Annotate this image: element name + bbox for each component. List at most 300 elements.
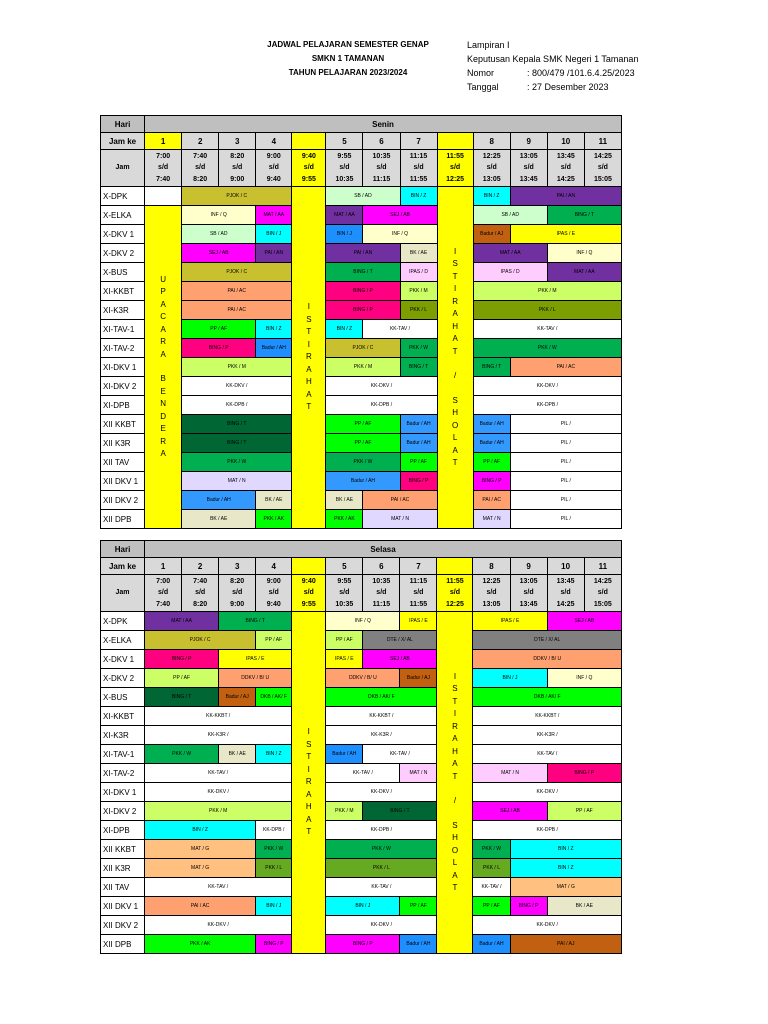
lesson-cell: BIN / Z	[510, 859, 621, 878]
lesson-cell: PP / AF	[473, 453, 510, 472]
time-end: 9:40	[266, 600, 281, 608]
time-slot	[145, 575, 182, 612]
vertical-letter: S	[452, 395, 458, 405]
time-slot	[437, 575, 473, 612]
time-end: 15:05	[593, 600, 612, 608]
time-end: 9:00	[230, 175, 245, 183]
nomor-value: : 800/479 /101.6.4.25/2023	[527, 68, 635, 78]
class-name: XI-DKV 2	[101, 377, 145, 396]
time-sd: s/d	[560, 164, 571, 172]
lesson-cell: KK-TAV /	[363, 745, 437, 764]
lesson-cell: IPAS / E	[400, 612, 437, 631]
class-name: XI-TAV-2	[101, 339, 145, 358]
time-start: 9:40	[301, 577, 316, 585]
lesson-cell: IPAS / E	[510, 225, 621, 244]
time-sd: s/d	[268, 589, 279, 597]
lesson-cell: BING / P	[326, 282, 400, 301]
time-start: 13:05	[519, 577, 538, 585]
lesson-cell: INF / Q	[363, 225, 437, 244]
time-slot	[473, 575, 510, 612]
lesson-cell: PP / AF	[256, 631, 292, 650]
lesson-cell: DDKV / B/ U	[326, 669, 400, 688]
lesson-cell: PIL /	[510, 434, 621, 453]
lesson-cell: KK-DKV /	[145, 916, 292, 935]
lesson-cell: Badur / AH	[473, 434, 510, 453]
time-slot	[363, 575, 400, 612]
time-start: 10:35	[372, 152, 391, 160]
jam-number: 10	[547, 558, 584, 575]
nomor-label: Nomor	[467, 68, 495, 78]
vertical-letter: P	[160, 287, 166, 296]
jam-number: 9	[510, 558, 547, 575]
vertical-letter: H	[305, 802, 312, 812]
vertical-letter: N	[160, 399, 166, 408]
time-slot	[219, 150, 256, 187]
vertical-letter: A	[306, 389, 312, 399]
lesson-cell: PJOK / C	[182, 187, 292, 206]
lesson-cell: PP / AF	[326, 434, 400, 453]
vertical-letter: A	[452, 309, 458, 318]
lesson-cell: BING / T	[400, 358, 437, 377]
lesson-cell: DKB / AK/ F	[326, 688, 437, 707]
lesson-cell: KK-TAV /	[473, 745, 622, 764]
time-row	[101, 575, 622, 612]
lesson-cell: SEJ / AB	[547, 612, 621, 631]
vertical-letter: I	[453, 709, 457, 718]
lesson-cell: BING / T	[547, 206, 621, 225]
schedule-senin	[100, 115, 622, 529]
time-end: 10:35	[335, 600, 354, 608]
vertical-letter: T	[452, 771, 458, 781]
time-slot	[326, 575, 363, 612]
vertical-letter: R	[305, 777, 312, 787]
time-sd: s/d	[597, 589, 608, 597]
vertical-letter: T	[306, 402, 312, 412]
lesson-cell: PIL /	[510, 415, 621, 434]
vertical-letter: B	[160, 374, 166, 383]
lesson-cell: Badur / AH	[326, 745, 363, 764]
vertical-letter: R	[452, 296, 458, 306]
vertical-letter: R	[160, 436, 166, 446]
jam-number: 1	[145, 558, 182, 575]
lesson-cell: MAT / G	[145, 840, 256, 859]
lesson-cell: PP / AF	[547, 802, 621, 821]
vertical-letter: I	[307, 764, 310, 774]
vertical-letter	[437, 808, 472, 820]
time-sd: s/d	[339, 589, 350, 597]
lesson-cell	[145, 187, 182, 206]
vertical-letter: A	[306, 364, 312, 374]
lesson-cell: PP / AF	[326, 631, 363, 650]
class-name: XII DKV 1	[101, 897, 145, 916]
lesson-cell: PKK / W	[145, 745, 219, 764]
vertical-letter: A	[160, 299, 166, 309]
class-name: XI-DKV 1	[101, 783, 145, 802]
class-row	[101, 821, 622, 840]
time-sd: s/d	[376, 164, 387, 172]
vertical-letter: C	[160, 312, 166, 321]
lesson-cell: PAI / AC	[145, 897, 256, 916]
vertical-letter: E	[160, 386, 166, 396]
hari-row	[101, 116, 622, 133]
vertical-letter: A	[306, 814, 312, 824]
class-name: XII K3R	[101, 434, 145, 453]
lesson-cell: BIN / Z	[473, 187, 510, 206]
vertical-letter: H	[452, 833, 458, 842]
lesson-cell: Badur / AJ	[400, 669, 437, 688]
class-name: XI-DKV 1	[101, 358, 145, 377]
lesson-cell: DKB / AK/ F	[473, 688, 622, 707]
vertical-letter: T	[306, 327, 312, 337]
jam-number: 8	[473, 133, 510, 150]
lesson-cell: KK-K3R /	[326, 726, 437, 745]
time-start: 7:40	[193, 577, 208, 585]
vertical-letter: D	[160, 411, 166, 421]
time-sd: s/d	[413, 164, 424, 172]
lesson-cell: BK / AE	[256, 491, 292, 510]
jam-number: 5	[326, 133, 363, 150]
time-sd: s/d	[413, 589, 424, 597]
lesson-cell: KK-DKV /	[326, 783, 437, 802]
lesson-cell: PKK / AK	[256, 510, 292, 529]
time-sd: s/d	[486, 164, 497, 172]
lesson-cell: DTE / X/ AL	[473, 631, 622, 650]
lesson-cell: PKK / L	[326, 859, 437, 878]
lesson-cell: BING / T	[182, 415, 292, 434]
lesson-cell: BING / P	[182, 339, 256, 358]
lesson-cell: PAI / AC	[182, 282, 292, 301]
class-name: X-DKV 2	[101, 669, 145, 688]
vertical-letter	[145, 361, 181, 373]
lesson-cell: MAT / N	[363, 510, 437, 529]
lesson-cell: Badur / AH	[182, 491, 256, 510]
vertical-letter: /	[453, 371, 457, 380]
vertical-letter: I	[307, 339, 310, 349]
vertical-letter: I	[453, 284, 457, 293]
lesson-cell: BK / AE	[547, 897, 621, 916]
time-start: 12:25	[482, 577, 501, 585]
class-name: XI-TAV-1	[101, 320, 145, 339]
jamke-row	[101, 558, 622, 575]
vertical-letter: I	[307, 727, 310, 737]
time-slot	[584, 150, 621, 187]
lesson-cell: BING / P	[473, 472, 510, 491]
class-name: XII TAV	[101, 878, 145, 897]
jam-number: 9	[510, 133, 547, 150]
class-row	[101, 916, 622, 935]
class-name: XII DPB	[101, 935, 145, 954]
lesson-cell: INF / Q	[326, 612, 400, 631]
time-start: 8:20	[230, 577, 245, 585]
break-header	[437, 558, 473, 575]
lesson-cell: KK-DPB /	[182, 396, 292, 415]
lesson-cell: BIN / J	[326, 897, 400, 916]
lesson-cell: PKK / W	[326, 453, 400, 472]
vertical-letter: H	[452, 408, 458, 417]
class-row	[101, 726, 622, 745]
lesson-cell: SB / AD	[473, 206, 547, 225]
vertical-letter: T	[306, 752, 312, 762]
time-start: 9:55	[337, 577, 352, 585]
lesson-cell: SEJ / AB	[473, 802, 547, 821]
lesson-cell: PAI / AN	[326, 244, 400, 263]
class-row	[101, 764, 622, 783]
class-name: XII KKBT	[101, 840, 145, 859]
time-sd: s/d	[376, 589, 387, 597]
jam-number: 2	[182, 558, 219, 575]
lesson-cell: KK-DPB /	[473, 396, 621, 415]
jam-label: Jam	[101, 575, 145, 612]
time-end: 8:20	[193, 175, 208, 183]
lesson-cell: PKK / M	[326, 358, 400, 377]
vertical-letter: R	[305, 352, 312, 362]
lesson-cell: Badur / AH	[400, 415, 437, 434]
title-line-2: SMKN 1 TAMANAN	[311, 54, 385, 63]
hari-label: Hari	[101, 116, 145, 133]
time-slot	[292, 150, 326, 187]
tanggal-value: : 27 Desember 2023	[527, 82, 609, 92]
lesson-cell: Badur / AH	[473, 415, 510, 434]
lesson-cell: PP / AF	[182, 320, 256, 339]
lesson-cell: BIN / Z	[400, 187, 437, 206]
lesson-cell: DTE / X/ AL	[363, 631, 437, 650]
class-row	[101, 612, 622, 631]
lesson-cell: BING / T	[219, 612, 292, 631]
lesson-cell: DDKV / B/ U	[219, 669, 292, 688]
class-name: XII DKV 2	[101, 491, 145, 510]
lesson-cell: PKK / W	[400, 339, 437, 358]
title-line-3: TAHUN PELAJARAN 2023/2024	[288, 68, 408, 77]
lesson-cell: PAI / AC	[510, 358, 621, 377]
vertical-letter: A	[452, 870, 458, 880]
class-row	[101, 187, 622, 206]
time-slot	[547, 150, 584, 187]
vertical-letter: A	[452, 759, 458, 768]
time-start: 7:00	[156, 577, 171, 585]
class-name: XI-K3R	[101, 726, 145, 745]
lesson-cell: BIN / J	[256, 897, 292, 916]
lesson-cell: PAI / AJ	[510, 935, 621, 954]
class-name: XI-TAV-2	[101, 764, 145, 783]
time-start: 11:15	[409, 577, 428, 585]
class-name: X-DPK	[101, 612, 145, 631]
vertical-letter: A	[452, 334, 458, 343]
jam-number: 3	[219, 133, 256, 150]
time-start: 13:05	[519, 152, 538, 160]
time-end: 11:15	[372, 175, 391, 183]
time-slot	[292, 575, 326, 612]
lesson-cell: PAI / AN	[256, 244, 292, 263]
jam-number: 2	[182, 133, 219, 150]
lesson-cell: MAT / G	[510, 878, 621, 897]
class-name: X-DKV 2	[101, 244, 145, 263]
jam-number: 10	[547, 133, 584, 150]
jam-number: 8	[473, 558, 510, 575]
time-start: 10:35	[372, 577, 391, 585]
time-end: 15:05	[593, 175, 612, 183]
jamke-row	[101, 133, 622, 150]
lesson-cell: PKK / AK	[326, 510, 363, 529]
lesson-cell: PKK / W	[473, 339, 621, 358]
jamke-label: Jam ke	[101, 558, 145, 575]
class-row	[101, 707, 622, 726]
time-end: 14:25	[556, 600, 575, 608]
lesson-cell: KK-DKV /	[326, 916, 437, 935]
time-sd: s/d	[268, 164, 279, 172]
time-start: 14:25	[593, 577, 612, 585]
time-slot	[219, 575, 256, 612]
vertical-letter: S	[306, 739, 312, 749]
jam-number: 6	[363, 558, 400, 575]
vertical-letter: H	[452, 746, 458, 756]
time-end: 11:15	[372, 600, 391, 608]
lesson-cell: PIL /	[510, 472, 621, 491]
lampiran-block	[467, 38, 638, 94]
vertical-letter: A	[160, 449, 166, 458]
lesson-cell: IPAS / D	[473, 263, 547, 282]
lesson-cell: PP / AF	[400, 453, 437, 472]
lesson-cell: Badur / AJ	[473, 225, 510, 244]
class-name: XI-TAV-1	[101, 745, 145, 764]
time-slot	[400, 150, 437, 187]
time-sd: s/d	[158, 164, 169, 172]
jam-number: 4	[256, 558, 292, 575]
class-name: XII K3R	[101, 859, 145, 878]
vertical-letter: L	[452, 433, 458, 442]
time-sd: s/d	[303, 589, 314, 597]
class-name: XII DKV 2	[101, 916, 145, 935]
class-row	[101, 745, 622, 764]
lesson-cell: IPAS / E	[219, 650, 292, 669]
vertical-letter: E	[160, 424, 166, 433]
lesson-cell: SB / AD	[182, 225, 256, 244]
time-start: 11:15	[409, 152, 428, 160]
lesson-cell: MAT / N	[182, 472, 292, 491]
lesson-cell: PJOK / C	[326, 339, 400, 358]
time-slot	[182, 575, 219, 612]
class-row	[101, 840, 622, 859]
vertical-letter: A	[452, 445, 458, 455]
vertical-letter: L	[452, 858, 458, 867]
time-start: 7:00	[156, 152, 171, 160]
vertical-letter: T	[452, 696, 458, 706]
lesson-cell: PAI / AN	[510, 187, 621, 206]
lesson-cell: KK-KKBT /	[145, 707, 292, 726]
class-row	[101, 859, 622, 878]
time-end: 8:20	[193, 600, 208, 608]
time-sd: s/d	[523, 589, 534, 597]
lesson-cell: IPAS / D	[400, 263, 437, 282]
lesson-cell: PP / AF	[145, 669, 219, 688]
time-sd: s/d	[486, 589, 497, 597]
vertical-letter: A	[306, 789, 312, 799]
vertical-letter: S	[452, 684, 458, 693]
time-end: 10:35	[335, 175, 354, 183]
lesson-cell: MAT / AA	[256, 206, 292, 225]
lesson-cell: KK-DKV /	[473, 916, 622, 935]
class-name: XI-DKV 2	[101, 802, 145, 821]
time-slot	[400, 575, 437, 612]
lesson-cell: Badur / AH	[326, 472, 400, 491]
time-end: 7:40	[156, 175, 171, 183]
vertical-letter: R	[452, 721, 458, 731]
vertical-letter	[438, 358, 473, 370]
lesson-cell: PIL /	[510, 510, 621, 529]
time-end: 12:25	[446, 600, 464, 608]
time-slot	[547, 575, 584, 612]
jam-number: 11	[584, 133, 621, 150]
time-sd: s/d	[195, 164, 206, 172]
lesson-cell: PKK / M	[400, 282, 437, 301]
vertical-letter: /	[453, 796, 457, 805]
break-header	[292, 133, 326, 150]
nomor-row	[467, 66, 638, 80]
time-sd: s/d	[232, 164, 243, 172]
time-start: 13:45	[556, 152, 575, 160]
time-sd: s/d	[232, 589, 243, 597]
time-sd: s/d	[339, 164, 350, 172]
time-start: 9:00	[266, 152, 281, 160]
class-row	[101, 631, 622, 650]
vertical-letter: T	[452, 883, 458, 892]
vertical-letter: A	[160, 349, 166, 359]
time-start: 14:25	[593, 152, 612, 160]
time-sd: s/d	[560, 589, 571, 597]
time-slot	[510, 150, 547, 187]
time-end: 9:00	[230, 600, 245, 608]
time-start: 11:55	[446, 577, 464, 585]
lesson-cell: KK-TAV /	[326, 764, 400, 783]
lesson-cell: PAI / AC	[182, 301, 292, 320]
time-slot	[182, 150, 219, 187]
jam-number: 7	[400, 558, 437, 575]
lesson-cell: KK-KKBT /	[326, 707, 437, 726]
lesson-cell: BK / AE	[326, 491, 363, 510]
vertical-letter: I	[453, 246, 457, 256]
vertical-letter: H	[452, 321, 458, 331]
tanggal-row	[467, 80, 638, 94]
lesson-cell: BING / P	[547, 764, 621, 783]
class-name: X-ELKA	[101, 206, 145, 225]
time-slot	[256, 575, 292, 612]
lesson-cell: INF / Q	[547, 669, 621, 688]
lesson-cell: PKK / M	[326, 802, 363, 821]
tanggal-label: Tanggal	[467, 82, 499, 92]
lesson-cell: DKB / AK/ F	[256, 688, 292, 707]
lesson-cell: PJOK / C	[145, 631, 256, 650]
jam-number: 1	[145, 133, 182, 150]
time-sd: s/d	[158, 589, 169, 597]
jamke-label: Jam ke	[101, 133, 145, 150]
vertical-letter: O	[451, 420, 459, 430]
lesson-cell: BING / P	[326, 935, 400, 954]
time-end: 9:55	[301, 175, 316, 183]
hari-label: Hari	[101, 541, 145, 558]
lesson-cell: BING / P	[510, 897, 547, 916]
schedule-title	[248, 38, 448, 80]
vertical-letter: T	[306, 827, 312, 837]
lesson-cell: Badur / AH	[400, 434, 437, 453]
jam-number: 6	[363, 133, 400, 150]
class-row	[101, 688, 622, 707]
lesson-cell: BING / P	[256, 935, 292, 954]
lesson-cell: PKK / M	[182, 358, 292, 377]
lesson-cell: BIN / J	[326, 225, 363, 244]
jam-number: 11	[584, 558, 621, 575]
jam-number: 7	[400, 133, 437, 150]
lesson-cell: BING / P	[145, 650, 219, 669]
class-name: XI-K3R	[101, 301, 145, 320]
